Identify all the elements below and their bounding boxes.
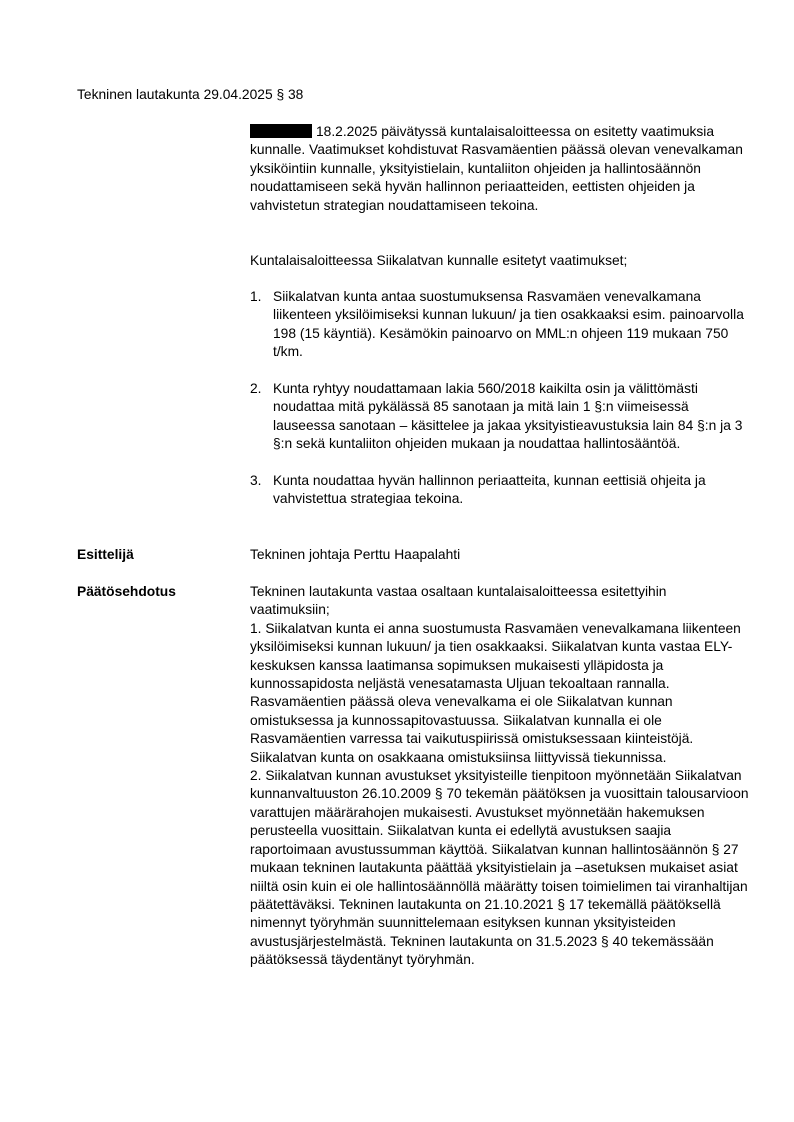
list-number: 1. [250,289,262,304]
requirements-heading: Kuntalaisaloitteessa Siikalatvan kunnalle esitetyt vaatimukset; [250,253,628,268]
redacted-name [250,124,312,138]
presenter-label: Esittelijä [77,547,134,562]
list-number: 2. [250,381,262,397]
requirements-list [250,288,750,527]
list-item [250,380,750,454]
proposal-item-2: 2. Siikalatvan kunnan avustukset yksityisteille tienpitoon myönnetään Siikalatvan kunnanvaltuuston 26.10.2009 § 70 tekemän päätöksen ja vuosittain talousarvioon varattujen määrärahojen mukaisesti. Avustukset myönnetään hakemuksen perusteella vuosittain. Siikalatvan kunta ei edellytä avustuksen saajia raportoimaan avustussumman käyttöä. Siikalatvan kunnan hallintosäännön § 27 mukaan tekninen lautakunta päättää yksityistielain ja –asetuksen mukaiset asiat niiltä osin kuin ei ole hallintosäännöllä määrätty toisen toimielimen tai viranhaltijan päätettäväksi. Tekninen lautakunta on 21.10.2021 § 17 tekemällä päätöksellä nimennyt työryhmän suunnittelemaan esityksen kunnan yksityisteiden avustusjärjestelmästä. Tekninen lautakunta on 31.5.2023 § 40 tekemässään päätöksessä täydentänyt työryhmän. [250,768,749,968]
list-text: Siikalatvan kunta antaa suostumuksensa Rasvamäen venevalkamana liikenteen yksilöimiseksi kunnan lukuun/ ja tien osakkaaksi esim. painoarvolla 198 (15 käyntiä). Kesämökin painoarvo on MML:n ohjeen 119 mukaan 750 t/km. [273,289,744,360]
list-item [250,288,750,362]
proposal-intro: Tekninen lautakunta vastaa osaltaan kuntalaisaloitteessa esitettyihin vaatimuksiin; [250,584,667,618]
intro-paragraph [250,123,750,215]
intro-text: 18.2.2025 päivätyssä kuntalaisaloitteessa on esitetty vaatimuksia kunnalle. Vaatimukset kohdistuvat Rasvamäentien päässä olevan venevalkaman yksiköintiin kunnalle, yksityistielain, kuntaliiton ohjeiden ja hallintosäännön noudattamiseen sekä hyvän hallinnon periaatteiden, eettisten ohjeiden ja vahvistetun strategian noudattamiseen tekoina. [250,124,743,213]
proposal-body [250,583,750,970]
proposal-label: Päätösehdotus [77,584,176,599]
page-header: Tekninen lautakunta 29.04.2025 § 38 [77,87,304,102]
list-number: 3. [250,473,262,489]
list-text: Kunta noudattaa hyvän hallinnon periaatteita, kunnan eettisiä ohjeita ja vahvistettua strategiaa tekoina. [273,473,706,507]
list-item [250,472,750,509]
list-text: Kunta ryhtyy noudattamaan lakia 560/2018 kaikilta osin ja välittömästi noudattaa mitä pykälässä 85 sanotaan ja mitä lain 1 §:n viimeisessä lauseessa sanotaan – käsittelee ja jakaa yksityistieavustuksia lain 84 §:n ja 3 §:n sekä kuntaliiton ohjeiden mukaan ja noudattaa hallintosääntöä. [273,381,743,452]
proposal-item-1: 1. Siikalatvan kunta ei anna suostumusta Rasvamäen venevalkamana liikenteen yksilöimiseksi kunnan lukuun/ ja tien osakkaaksi. Siikalatvan kunta vastaa ELY-keskuksen kanssa laatimansa sopimuksen mukaisesti ylläpidosta ja kunnossapidosta neljästä venesatamasta Uljuan tekoaltaan rannalla. Rasvamäentien päässä oleva venevalkama ei ole Siikalatvan kunnan omistuksessa ja kunnossapitovastuussa. Siikalatvan kunnalla ei ole Rasvamäentien varressa tai vaikutuspiirissä omistuksessaan kiinteistöjä. Siikalatvan kunta on osakkaana omistuksiinsa liittyvissä tiekunnissa. [250,620,741,765]
presenter-value: Tekninen johtaja Perttu Haapalahti [250,547,461,562]
